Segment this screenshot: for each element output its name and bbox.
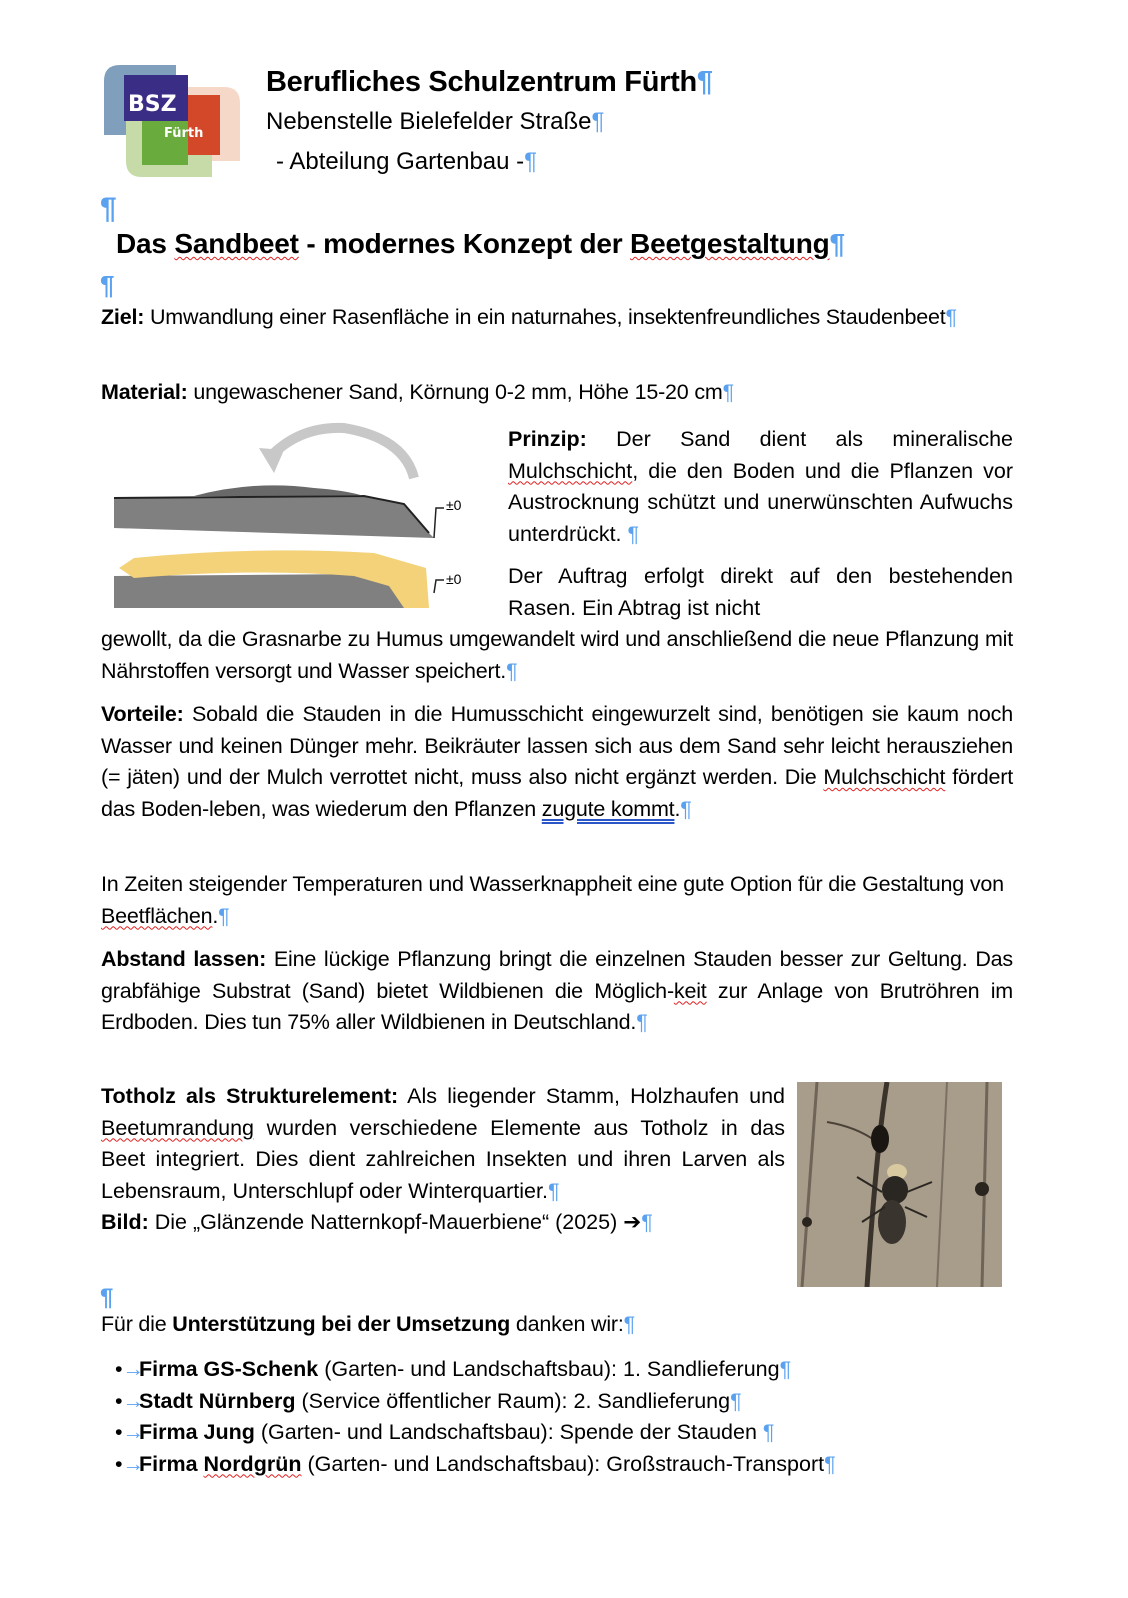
empty-paragraph-mark: ¶ — [100, 1284, 114, 1311]
bullet-arrow-icon: •→ — [115, 1357, 145, 1381]
list-item: •→Firma Nordgrün (Garten- und Landschaftsbau): Großstrauch-Transport¶ — [115, 1449, 836, 1481]
list-item: •→Firma Jung (Garten- und Landschaftsbau): Spende der Stauden ¶ — [115, 1417, 836, 1449]
image-caption: Bild: Die „Glänzende Natternkopf-Mauerbiene“ (2025) ➔¶ — [101, 1210, 653, 1234]
school-name: Berufliches Schulzentrum Fürth¶ — [266, 66, 713, 98]
department-name: - Abteilung Gartenbau -¶ — [276, 148, 538, 175]
bee-photo — [797, 1082, 1002, 1287]
empty-paragraph-mark: ¶ — [100, 192, 117, 225]
school-header — [266, 62, 713, 182]
before-cross-section — [114, 428, 462, 538]
bullet-arrow-icon: •→ — [115, 1420, 145, 1444]
document-title: Das Sandbeet - modernes Konzept der Beetgestaltung¶ — [116, 228, 845, 259]
bsz-logo — [104, 65, 240, 177]
level-label-top: ±0 — [446, 497, 462, 513]
bullet-arrow-icon: •→ — [115, 1451, 145, 1476]
principle-paragraph: Prinzip: Der Sand dient als mineralische Mulchschicht, die den Boden und die Pflanzen vor Austrocknung schützt und unerwünschten Aufwuchs unterdrückt. ¶ — [508, 427, 1013, 546]
bullet-arrow-icon: •→ — [115, 1388, 145, 1413]
logo-subtext: Fürth — [164, 126, 204, 141]
deadwood-paragraph: Totholz als Strukturelement: Als liegender Stamm, Holzhaufen und Beetumrandung wurden verschiedene Elemente aus Totholz in das Beet integriert. Dies dient zahlreichen Insekten und ihren Larven als Lebensraum, Unterschlupf oder Winterquartier.¶ Bild: Die „Glänzende Natternkopf-Mauerbiene“ (2025) ➔¶ — [101, 1081, 785, 1239]
sponsor-list — [115, 1354, 836, 1480]
after-cross-section — [114, 550, 462, 608]
branch-name: Nebenstelle Bielefelder Straße¶ — [266, 108, 605, 135]
logo-text: BSZ — [128, 92, 177, 117]
logo-red-block — [188, 95, 220, 155]
list-item: •→Firma GS-Schenk (Garten- und Landschaftsbau): 1. Sandlieferung¶ — [115, 1354, 836, 1386]
goal-paragraph: Ziel: Umwandlung einer Rasenfläche in ein naturnahes, insektenfreundliches Staudenbeet¶ — [101, 305, 957, 329]
application-paragraph-end: gewollt, da die Grasnarbe zu Humus umgewandelt wird und anschließend die neue Pflanzung mit Nährstoffen versorgt und Wasser speichert.¶ — [101, 627, 1013, 683]
thanks-paragraph: Für die Unterstützung bei der Umsetzung danken wir:¶ — [101, 1312, 635, 1336]
empty-paragraph-mark: ¶ — [100, 270, 115, 300]
material-paragraph: Material: ungewaschener Sand, Körnung 0-2 mm, Höhe 15-20 cm¶ — [101, 380, 734, 404]
sandbed-illustration — [104, 418, 496, 608]
application-paragraph-start: Der Auftrag erfolgt direkt auf den bestehenden Rasen. Ein Abtrag ist nicht — [508, 564, 1013, 620]
climate-paragraph: In Zeiten steigender Temperaturen und Wasserknappheit eine gute Option für die Gestaltung von Beetflächen.¶ — [101, 872, 1004, 928]
advantages-paragraph: Vorteile: Sobald die Stauden in die Humusschicht eingewurzelt sind, benötigen sie kaum noch Wasser und keinen Dünger mehr. Beikräuter lassen sich aus dem Sand sehr leicht herausziehen (= jäten) und der Mulch verrottet nicht, muss also nicht ergänzt werden. Die Mulchschicht fördert das Boden-leben, was wiederum den Pflanzen zugute kommt.¶ — [101, 702, 1013, 821]
right-arrow-icon: ➔ — [623, 1210, 642, 1234]
level-label-bottom: ±0 — [446, 571, 462, 587]
spacing-paragraph: Abstand lassen: Eine lückige Pflanzung bringt die einzelnen Stauden besser zur Geltung. Das grabfähige Substrat (Sand) bietet Wildbienen die Möglich-keit zur Anlage von Brutröhren im Erdboden. Dies tun 75% aller Wildbienen in Deutschland.¶ — [101, 947, 1013, 1034]
list-item: •→Stadt Nürnberg (Service öffentlicher Raum): 2. Sandlieferung¶ — [115, 1386, 836, 1418]
